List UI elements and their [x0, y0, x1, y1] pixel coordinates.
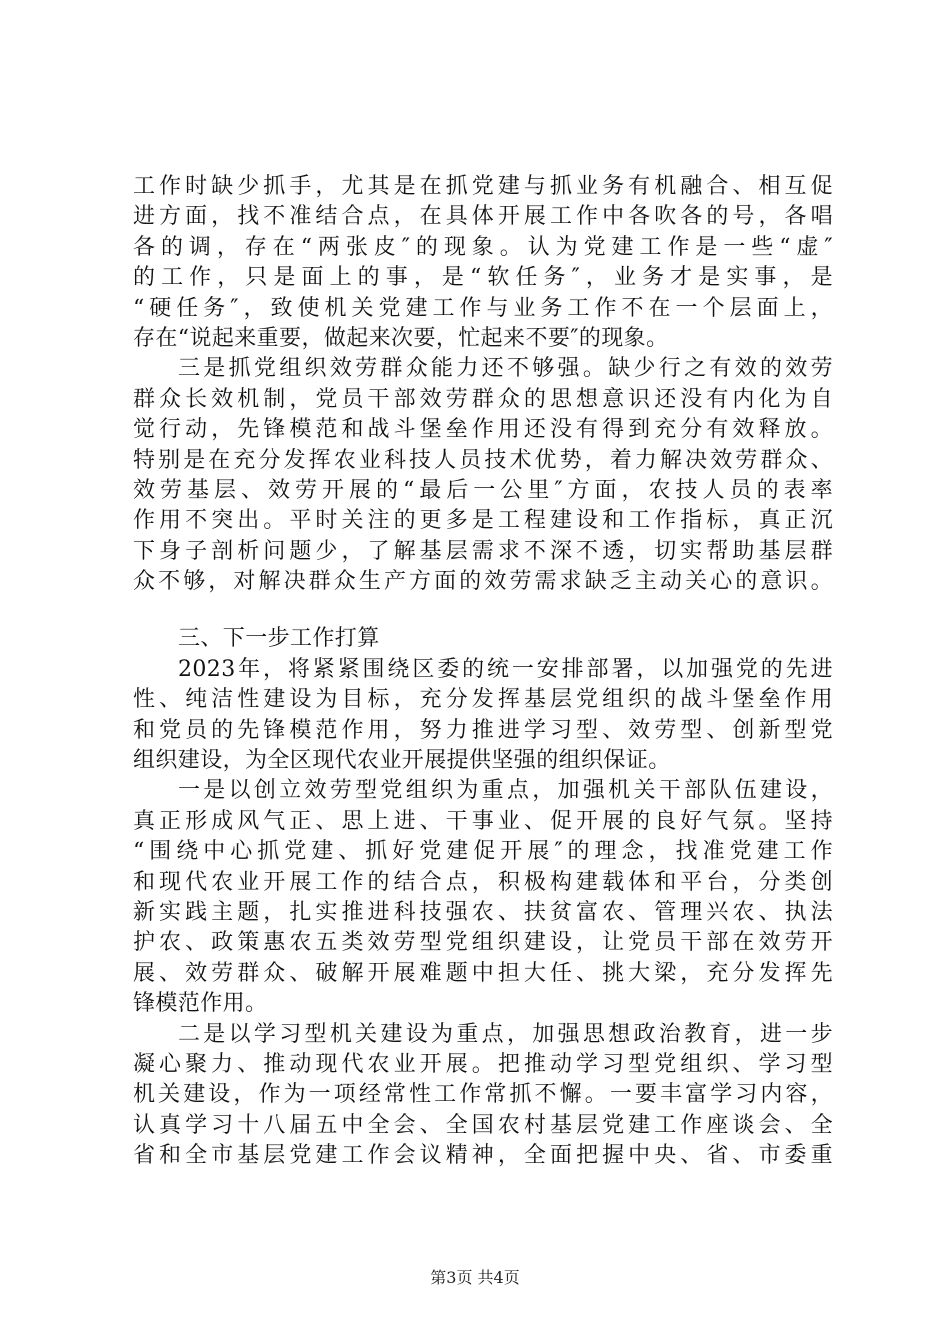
text-line: 作用不突出。平时关注的更多是工程建设和工作指标，真正沉 — [133, 508, 833, 534]
text-line: 锋模范作用。 — [133, 991, 268, 1017]
paragraph-start-line: 二是以学习型机关建设为重点，加强思想政治教育，进一步 — [178, 1021, 833, 1047]
text-line: 进方面，找不准结合点，在具体开展工作中各吹各的号，各唱 — [133, 204, 833, 230]
text-line: 机关建设，作为一项经常性工作常抓不懈。一要丰富学习内容， — [133, 1082, 833, 1108]
text-line: 护农、政策惠农五类效劳型党组织建设，让党员干部在效劳开 — [133, 930, 833, 956]
text-line: 工作时缺少抓手，尤其是在抓党建与抓业务有机融合、相互促 — [133, 174, 833, 199]
text-line: “围绕中心抓党建、抓好党建促开展″的理念，找准党建工作 — [133, 839, 833, 865]
section-heading: 三、下一步工作打算 — [178, 626, 380, 652]
text-line: 组织建设，为全区现代农业开展提供坚强的组织保证。 — [133, 748, 671, 774]
text-line: 展、效劳群众、破解开展难题中担大任、挑大梁，充分发挥先 — [133, 960, 833, 986]
text-line: 真正形成风气正、思上进、干事业、促开展的良好气氛。坚持 — [133, 808, 833, 834]
text-line: 省和全市基层党建工作会议精神，全面把握中央、省、市委重 — [133, 1143, 833, 1169]
paragraph-start-line: 2023年，将紧紧围绕区委的统一安排部署，以加强党的先进 — [178, 656, 833, 682]
text-line: 觉行动，先锋模范和战斗堡垒作用还没有得到充分有效释放。 — [133, 417, 833, 443]
text-line: 新实践主题，扎实推进科技强农、扶贫富农、管理兴农、执法 — [133, 899, 833, 925]
text-line: 认真学习十八届五中全会、全国农村基层党建工作座谈会、全 — [133, 1112, 833, 1138]
paragraph-start-line: 一是以创立效劳型党组织为重点，加强机关干部队伍建设， — [178, 778, 833, 804]
paragraph-start-line: 三是抓党组织效劳群众能力还不够强。缺少行之有效的效劳 — [178, 356, 833, 382]
text-line: “硬任务″，致使机关党建工作与业务工作不在一个层面上， — [133, 295, 833, 321]
text-line: 各的调，存在“两张皮″的现象。认为党建工作是一些“虚″ — [133, 234, 833, 260]
text-line: 和党员的先锋模范作用，努力推进学习型、效劳型、创新型党 — [133, 717, 833, 743]
text-line: 存在“说起来重要，做起来次要，忙起来不要″的现象。 — [133, 325, 669, 351]
page-number-footer: 第3页 共4页 — [430, 1268, 520, 1287]
document-body — [133, 172, 833, 1172]
text-line: 性、纯洁性建设为目标，充分发挥基层党组织的战斗堡垒作用 — [133, 687, 833, 713]
text-line: 下身子剖析问题少，了解基层需求不深不透，切实帮助基层群 — [133, 538, 833, 564]
text-line: 特别是在充分发挥农业科技人员技术优势，着力解决效劳群众、 — [133, 447, 833, 473]
text-line: 和现代农业开展工作的结合点，积极构建载体和平台，分类创 — [133, 869, 833, 895]
paragraph-gap — [133, 597, 833, 624]
text-line: 的工作，只是面上的事，是“软任务″，业务才是实事，是 — [133, 265, 833, 291]
text-line: 群众长效机制，党员干部效劳群众的思想意识还没有内化为自 — [133, 386, 833, 412]
text-line: 众不够，对解决群众生产方面的效劳需求缺乏主动关心的意识。 — [133, 569, 833, 595]
text-line: 凝心聚力、推动现代农业开展。把推动学习型党组织、学习型 — [133, 1051, 833, 1077]
text-line: 效劳基层、效劳开展的“最后一公里″方面，农技人员的表率 — [133, 477, 833, 503]
